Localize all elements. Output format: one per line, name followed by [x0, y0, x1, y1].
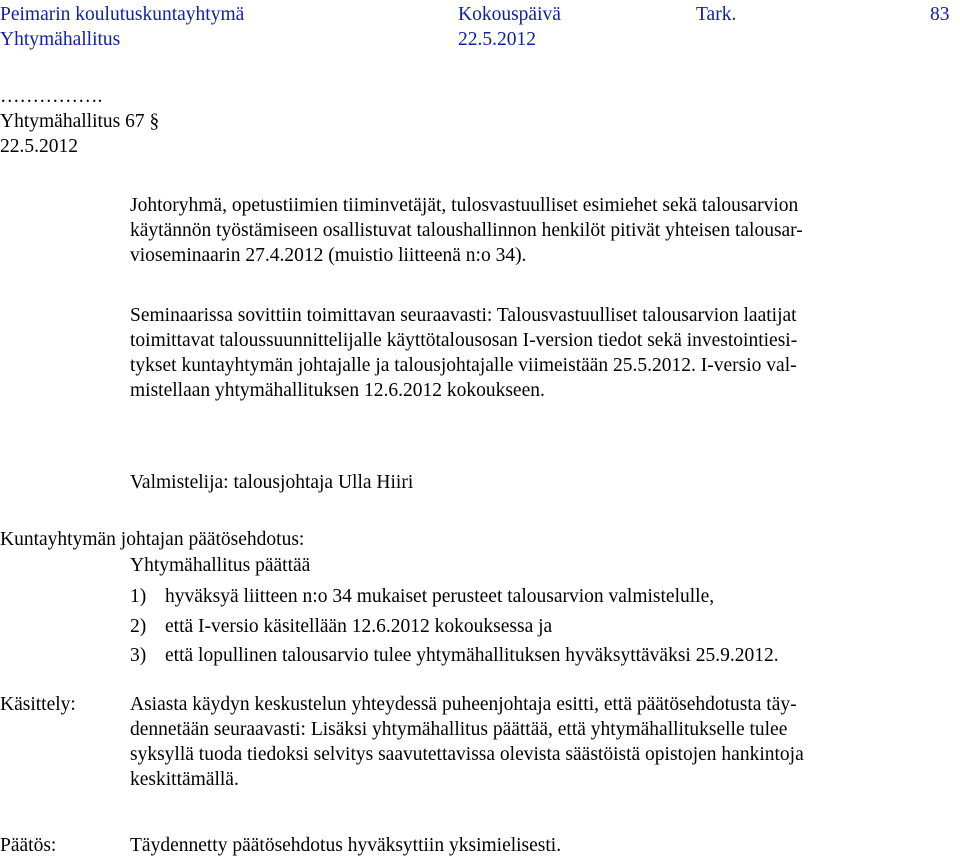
paragraph-line: vioseminaarin 27.4.2012 (muistio liitteenä n:o 34). — [130, 245, 527, 266]
paragraph-line: syksyllä tuoda tiedoksi selvitys saavutettavissa olevista säästöistä opistojen hankintoja — [130, 744, 804, 765]
proposal-item-num: 1) — [130, 586, 147, 607]
proposal-item-num: 3) — [130, 645, 147, 666]
paragraph-line: keskittämällä. — [130, 769, 239, 790]
proposal-intro: Yhtymähallitus päättää — [130, 555, 311, 576]
decision-text: Täydennetty päätösehdotus hyväksyttiin yksimielisesti. — [130, 835, 562, 856]
proposal-item-num: 2) — [130, 616, 147, 637]
section-dots: ……………. — [0, 86, 103, 107]
paragraph-line: tykset kuntayhtymän johtajalle ja talousjohtajalle viimeistään 25.5.2012. I-versio val- — [130, 355, 797, 376]
handling-label: Käsittely: — [0, 694, 76, 715]
paragraph-seminar — [130, 303, 945, 403]
header-date: 22.5.2012 — [458, 29, 536, 50]
proposal-item-text: että lopullinen talousarvio tulee yhtymähallituksen hyväksyttäväksi 25.9.2012. — [165, 645, 779, 666]
header-tark-label: Tark. — [696, 4, 737, 25]
proposal-item-text: että I-versio käsitellään 12.6.2012 kokouksessa ja — [165, 616, 553, 637]
header-body: Yhtymähallitus — [0, 29, 121, 50]
paragraph-line: Asiasta käydyn keskustelun yhteydessä puheenjohtaja esitti, että päätösehdotusta täy- — [130, 694, 797, 715]
paragraph-line: toimittavat taloussuunnittelijalle käyttötalousosan I-version tiedot sekä investointiesi- — [130, 330, 798, 351]
preparer-line: Valmistelija: talousjohtaja Ulla Hiiri — [130, 472, 414, 493]
paragraph-line: Seminaarissa sovittiin toimittavan seuraavasti: Talousvastuulliset talousarvion laatijat — [130, 305, 797, 326]
paragraph-line: käytännön työstämiseen osallistuvat taloushallinnon henkilöt pitivät yhteisen talousar- — [130, 220, 803, 241]
paragraph-intro — [130, 193, 945, 268]
proposal-item-text: hyväksyä liitteen n:o 34 mukaiset perusteet talousarvion valmistelulle, — [165, 586, 715, 607]
paragraph-line: dennetään seuraavasti: Lisäksi yhtymähallitus päättää, että yhtymähallitukselle tulee — [130, 719, 788, 740]
paragraph-line: mistellaan yhtymähallituksen 12.6.2012 kokoukseen. — [130, 380, 545, 401]
header-org: Peimarin koulutuskuntayhtymä — [0, 4, 245, 25]
paragraph-line: Johtoryhmä, opetustiimien tiiminvetäjät, tulosvastuulliset esimiehet sekä talousarvion — [130, 195, 799, 216]
decision-label: Päätös: — [0, 835, 57, 856]
header-page-number: 83 — [930, 4, 950, 25]
section-date: 22.5.2012 — [0, 136, 78, 157]
header-meeting-type: Kokouspäivä — [458, 4, 561, 25]
section-title: Yhtymähallitus 67 § — [0, 111, 160, 132]
proposal-heading: Kuntayhtymän johtajan päätösehdotus: — [0, 529, 305, 550]
handling-text — [130, 692, 945, 792]
